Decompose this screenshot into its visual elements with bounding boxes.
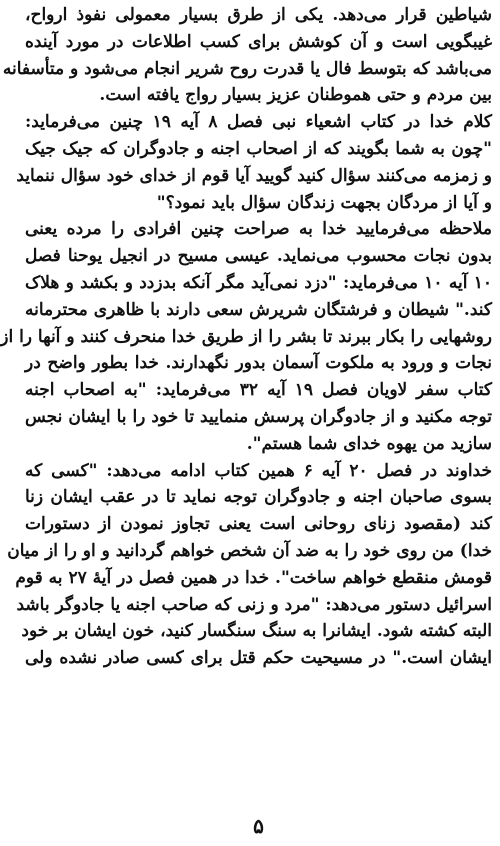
- text-line: شیاطین قرار می‌دهد. یکی از طرق بسیار معمولی نفوذ ارواح،: [25, 5, 492, 25]
- text-line: غیبگویی است و آن کوشش برای کسب اطلاعات در مورد آینده: [25, 31, 492, 52]
- text-line: "چون به شما بگویند که از اصحاب اجنه و جادوگران که جیک جیک: [25, 138, 492, 159]
- text-line: بسوی صاحبان اجنه و جادوگران توجه نماید تا در عقب ایشان زنا: [25, 487, 492, 508]
- text-line: می‌باشد که بتوسط فال یا قدرت روح شریر انجام می‌شود و متأسفانه: [2, 58, 492, 79]
- text-line: کتاب سفر لاویان فصل ۱۹ آیه ۳۲ می‌فرماید: "به اصحاب اجنه: [25, 380, 492, 401]
- text-line: روشهایی را بکار ببرند تا بشر را از طریق خدا منحرف کنند و آنها را از: [0, 326, 492, 347]
- text-line: خدا) من روی خود را به ضد آن شخص خواهم گردانید و او را از میان: [7, 540, 492, 561]
- text-line: ملاحظه می‌فرمایید خدا به صراحت چنین افرادی را مرده یعنی: [25, 219, 492, 240]
- text-line: و زمزمه می‌کنند سؤال کنید گویید آیا قوم از خدای خود سؤال ننماید: [16, 165, 492, 186]
- text-line: ایشان است." در مسیحیت حکم قتل برای کسی صادر نشده ولی: [25, 648, 492, 669]
- text-line: بدون نجات محسوب می‌نماید. عیسی مسیح در انجیل یوحنا فصل: [25, 246, 492, 267]
- page-number: ۵: [253, 814, 264, 838]
- text-line: خداوند در فصل ۲۰ آیه ۶ همین کتاب ادامه می‌دهد: "کسی که: [25, 460, 492, 481]
- text-line: کند (مقصود زنای روحانی است یعنی تجاوز نمودن از دستورات: [25, 514, 492, 535]
- text-line: کند." شیطان و فرشتگان شریرش سعی دارند با ظاهری محترمانه: [25, 299, 492, 320]
- text-line: نجات و ورود به ملکوت آسمان بدور نگهدارند. خدا بطور واضح در: [25, 353, 492, 374]
- text-line: توجه مکنید و از جادوگران پرسش منمایید تا خود را با ایشان نجس: [25, 406, 492, 427]
- text-line: سازید من یهوه خدای شما هستم".: [246, 433, 492, 454]
- text-line: کلام خدا در کتاب اشعیاء نبی فصل ۸ آیه ۱۹ چنین می‌فرماید:: [25, 112, 493, 133]
- text-line: قومش منقطع خواهم ساخت". خدا در همین فصل در آیهٔ ۲۷ به قوم: [15, 567, 492, 588]
- text-line: ۱۰ آیه ۱۰ می‌فرماید: "دزد نمی‌آید مگر آنکه بدزدد و بکشد و هلاک: [25, 272, 492, 293]
- text-line: و آیا از مردگان بجهت زندگان سؤال باید نمود؟": [156, 192, 492, 213]
- text-line: بین مردم و حتی هموطنان عزیز بسیار رواج یافته است.: [99, 85, 492, 106]
- text-line: البته کشته شود. ایشانرا به سنگ سنگسار کنید، خون ایشان بر خود: [21, 621, 492, 642]
- text-line: اسرائیل دستور می‌دهد: "مرد و زنی که صاحب اجنه یا جادوگر باشد: [16, 594, 492, 615]
